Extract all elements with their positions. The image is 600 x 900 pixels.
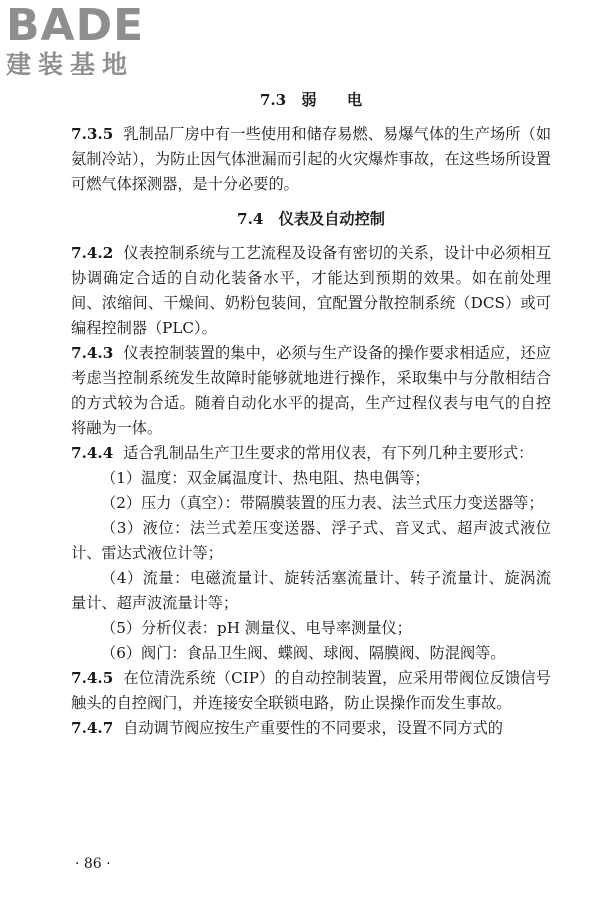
- logo-wordmark: BADE: [6, 0, 145, 51]
- page-body: [71, 88, 551, 741]
- clause-number: 7.4.4: [71, 444, 114, 462]
- clause-7-4-7: [71, 716, 551, 741]
- bade-logo: [6, 0, 176, 84]
- clause-number: 7.4.2: [71, 244, 114, 262]
- clause-text: 乳制品厂房中有一些使用和储存易燃、易爆气体的生产场所（如氨制冷站），为防止因气体泄漏而引起的火灾爆炸事故，在这些场所设置可燃气体探测器，是十分必要的。: [71, 125, 551, 193]
- page-number: · 86 ·: [75, 856, 111, 872]
- list-item: （4）流量：电磁流量计、旋转活塞流量计、转子流量计、旋涡流量计、超声波流量计等；: [71, 569, 551, 612]
- section-heading-7-4: 7.4 仪表及自动控制: [237, 210, 385, 228]
- clause-text: 自动调节阀应按生产重要性的不同要求，设置不同方式的: [123, 719, 503, 737]
- list-item: （2）压力（真空）：带隔膜装置的压力表、法兰式压力变送器等；: [101, 494, 544, 512]
- clause-text: 在位清洗系统（CIP）的自动控制装置，应采用带阀位反馈信号触头的自控阀门，并连接安全联锁电路，防止误操作而发生事故。: [71, 669, 551, 712]
- clause-text: 仪表控制装置的集中，必须与生产设备的操作要求相适应，还应考虑当控制系统发生故障时能够就地进行操作，采取集中与分散相结合的方式较为合适。随着自动化水平的提高，生产过程仪表与电气的自控将融为一体。: [71, 344, 551, 437]
- clause-number: 7.4.5: [71, 669, 114, 687]
- section-heading-7-3: 7.3 弱 电: [259, 91, 363, 109]
- clause-7-4-5: [71, 666, 551, 716]
- clause-text: 仪表控制系统与工艺流程及设备有密切的关系，设计中必须相互协调确定合适的自动化装备水平，才能达到预期的效果。如在前处理间、浓缩间、干燥间、奶粉包装间，宜配置分散控制系统（DCS）或可编程控制器（PLC）。: [71, 244, 551, 337]
- clause-number: 7.4.3: [71, 344, 114, 362]
- list-item: （6）阀门：食品卫生阀、蝶阀、球阀、隔膜阀、防混阀等。: [101, 644, 506, 662]
- list-item: （3）液位：法兰式差压变送器、浮子式、音叉式、超声波式液位计、雷达式液位计等；: [71, 519, 551, 562]
- clause-number: 7.4.7: [71, 719, 114, 737]
- clause-7-4-2: [71, 241, 551, 341]
- logo-subtitle: 建装基地: [6, 50, 135, 79]
- clause-7-4-4: [71, 441, 551, 466]
- clause-text: 适合乳制品生产卫生要求的常用仪表，有下列几种主要形式：: [123, 444, 534, 462]
- list-item: （5）分析仪表：pH 测量仪、电导率测量仪；: [101, 619, 412, 637]
- clause-number: 7.3.5: [71, 125, 114, 143]
- clause-7-4-3: [71, 341, 551, 441]
- clause-7-3-5: [71, 122, 551, 197]
- list-item: （1）温度：双金属温度计、热电阻、热电偶等；: [101, 469, 430, 487]
